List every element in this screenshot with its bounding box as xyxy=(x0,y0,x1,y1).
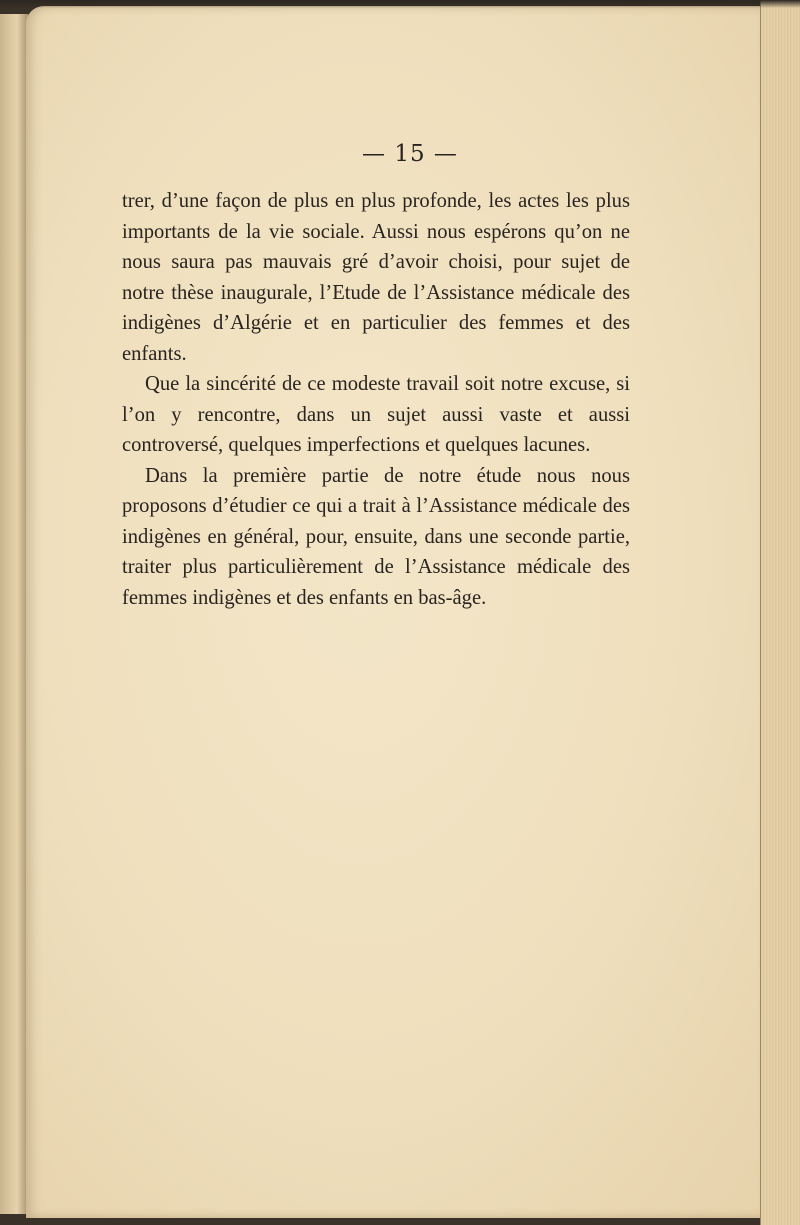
paragraph-1: trer, d’une façon de plus en plus profonde, les actes les plus importants de la vie sociale. Aussi nous espérons qu’on ne nous saura pas mauvais gré d’avoir choisi, pour sujet de notre thèse inaugurale, l’Etude de l’Assistance médicale des indigènes d’Algérie et en particulier des femmes et des enfants. xyxy=(122,190,630,365)
body-text xyxy=(122,186,630,613)
page-number: — 15 — xyxy=(362,141,458,167)
page-stack-edge xyxy=(760,0,800,1225)
paragraph-3: Dans la première partie de notre étude nous nous proposons d’étudier ce qui a trait à l’Assistance médicale des indigènes en général, pour, ensuite, dans une seconde partie, traiter plus particulièrement de l’Assistance médicale des femmes indigènes et des enfants en bas-âge. xyxy=(122,464,630,609)
previous-page-edge xyxy=(0,14,29,1214)
paragraph-2: Que la sincérité de ce modeste travail soit notre excuse, si l’on y rencontre, dans un sujet aussi vaste et aussi controversé, quelques imperfections et quelques lacunes. xyxy=(122,373,630,456)
top-shadow xyxy=(0,0,800,8)
